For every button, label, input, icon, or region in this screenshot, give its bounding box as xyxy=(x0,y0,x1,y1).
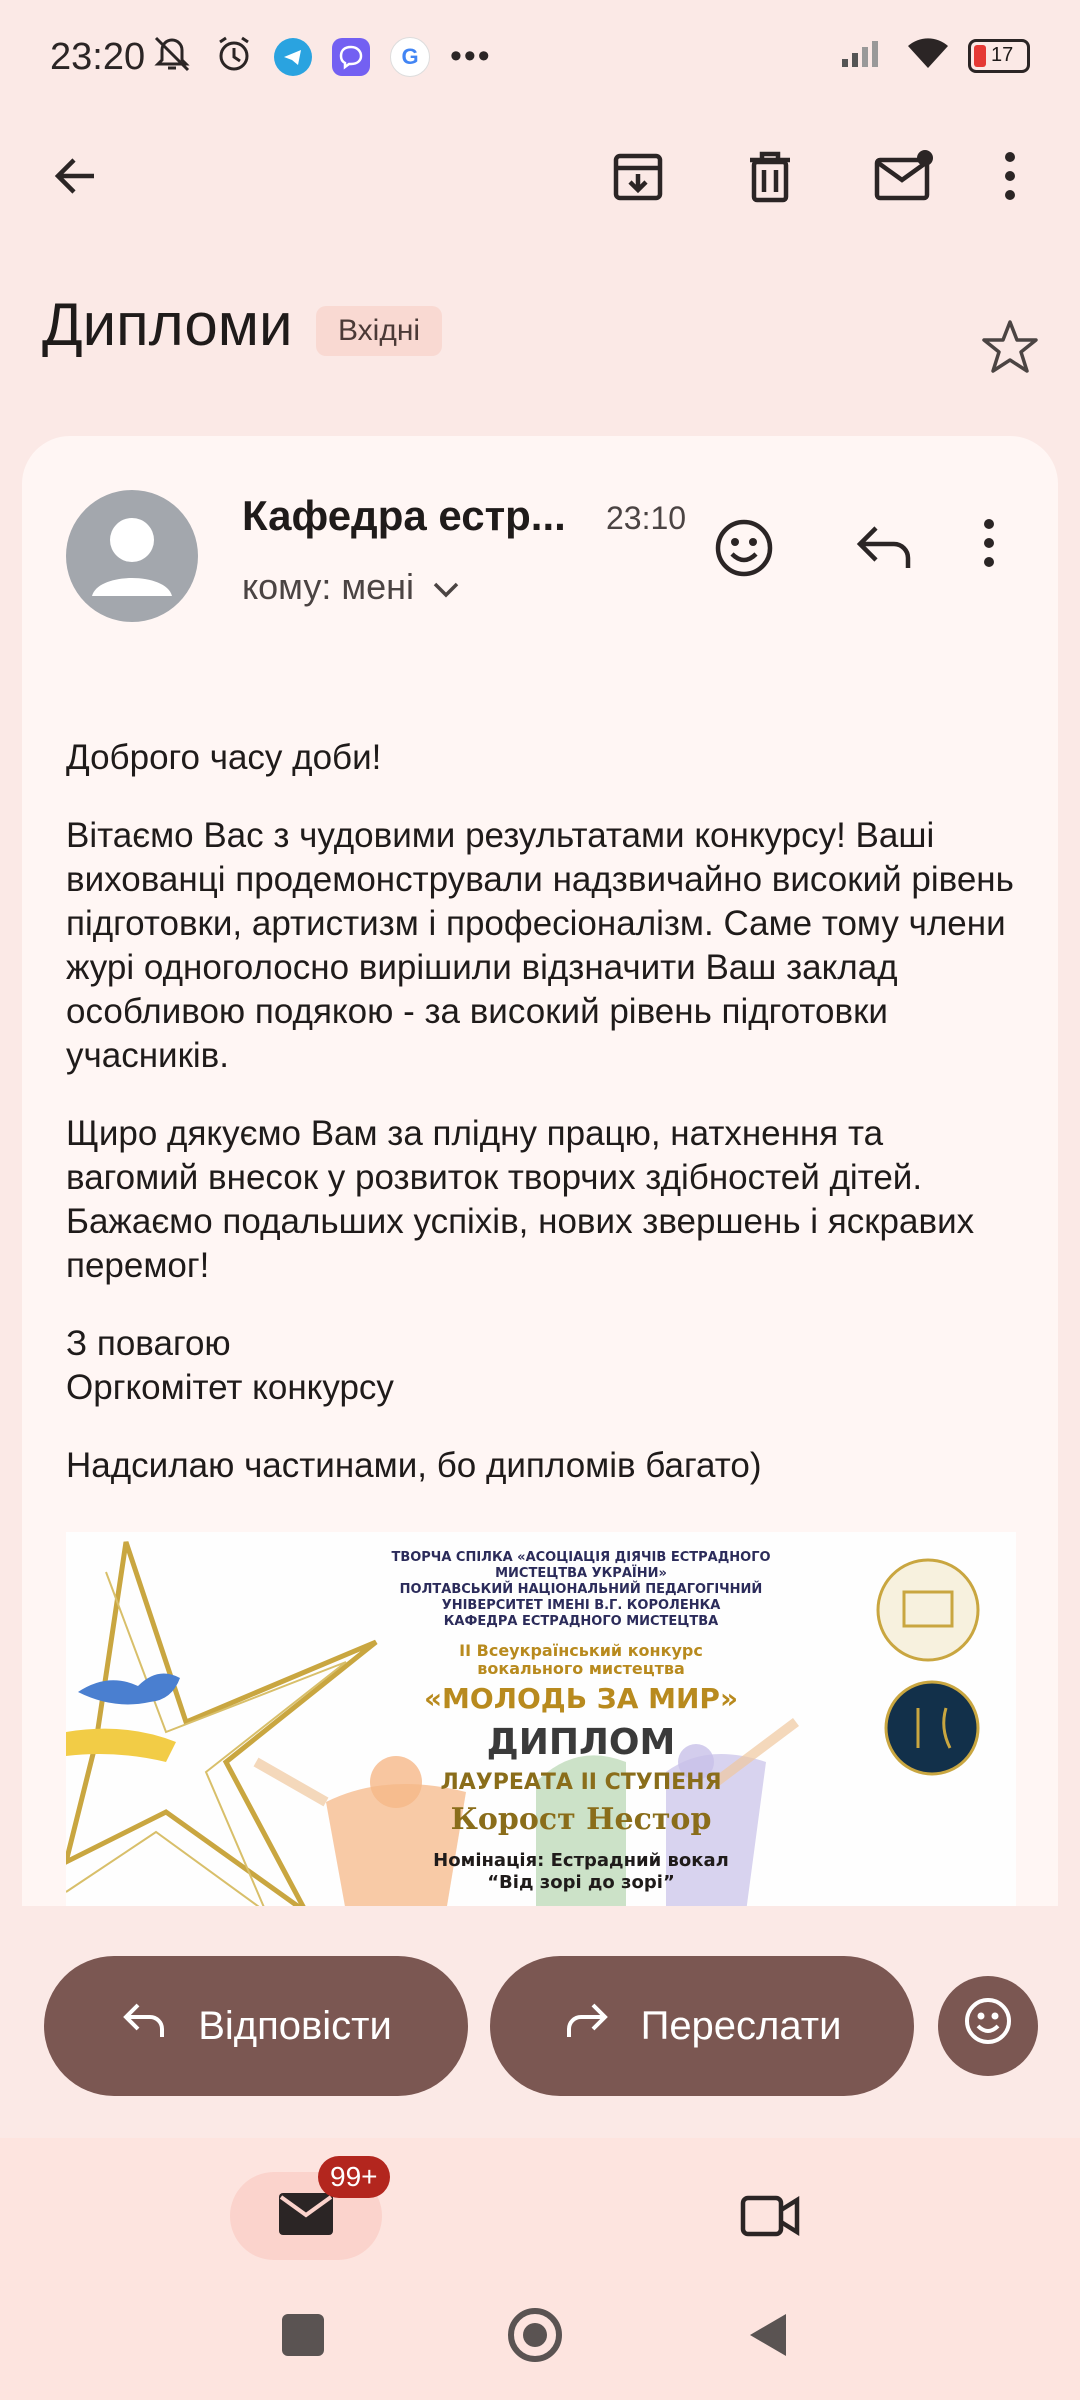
org-line: КАФЕДРА ЕСТРАДНОГО МИСТЕЦТВА xyxy=(443,1614,719,1629)
triangle-back-icon xyxy=(746,2347,790,2364)
diploma-title: ДИПЛОМ xyxy=(486,1722,676,1763)
body-paragraph: Вітаємо Вас з чудовими результатами конкурсу! Ваші вихованці продемонстрували надзвичайно високий рівень підготовки, артистизм і професіоналізм. Саме тому члени журі одноголосно вирішили відзначити Ваш заклад особливою подякою - за високий рівень підготовки учасників. xyxy=(66,816,1014,1075)
notification-icons xyxy=(150,34,492,79)
inbox-label-chip[interactable]: Вхідні xyxy=(316,306,442,356)
forward-icon xyxy=(563,1999,611,2053)
diploma-organizers xyxy=(316,1550,846,1630)
reply-icon xyxy=(120,1999,168,2053)
emoji-react-button[interactable] xyxy=(712,516,776,585)
back-button[interactable] xyxy=(36,138,116,218)
battery-level: 17 xyxy=(991,44,1014,66)
diploma-contest-name: «МОЛОДЬ ЗА МИР» xyxy=(423,1682,739,1715)
more-options-button[interactable] xyxy=(980,138,1040,218)
arrow-back-icon xyxy=(50,150,102,207)
org-line: УНІВЕРСИТЕТ ІМЕНІ В.Г. КОРОЛЕНКА xyxy=(441,1598,721,1613)
home-button[interactable] xyxy=(508,2308,562,2362)
mail-unread-icon xyxy=(873,148,935,209)
status-time: 23:20 xyxy=(50,36,146,78)
trash-icon xyxy=(744,148,796,209)
email-subject: Дипломи xyxy=(42,291,293,358)
mark-unread-button[interactable] xyxy=(864,138,944,218)
bottom-navigation xyxy=(0,2138,1080,2400)
recipient-line[interactable] xyxy=(242,566,460,608)
recents-button[interactable] xyxy=(282,2314,324,2356)
reply-button[interactable] xyxy=(44,1956,468,2096)
avatar[interactable] xyxy=(66,490,198,622)
emoji-react-button[interactable] xyxy=(938,1976,1038,2076)
org-line: МИСТЕЦТВА УКРАЇНИ» xyxy=(495,1566,667,1581)
google-icon: G xyxy=(390,37,430,77)
status-right xyxy=(840,36,1030,75)
emoji-smile-icon xyxy=(712,567,776,584)
archive-button[interactable] xyxy=(598,138,678,218)
body-paragraph: Надсилаю частинами, бо дипломів багато) xyxy=(66,1446,762,1485)
unread-count-badge: 99+ xyxy=(318,2156,390,2198)
wifi-icon xyxy=(906,36,950,75)
message-card xyxy=(22,436,1058,1906)
system-back-button[interactable] xyxy=(746,2310,790,2365)
meet-tab[interactable] xyxy=(730,2178,810,2258)
viber-icon xyxy=(332,38,370,76)
sender-name[interactable]: Кафедра естр... xyxy=(242,492,566,539)
body-paragraph: З повагою Оргкомітет конкурсу xyxy=(66,1324,394,1407)
battery-indicator xyxy=(968,39,1030,73)
contest-line: II Всеукраїнський конкурс xyxy=(459,1641,703,1660)
signal-icon xyxy=(840,37,888,74)
reply-icon-button[interactable] xyxy=(854,520,914,581)
alarm-icon xyxy=(214,34,254,79)
emoji-smile-icon xyxy=(962,1995,1014,2057)
diploma-recipient: Корост Нестор xyxy=(450,1802,712,1837)
org-line: ПОЛТАВСЬКИЙ НАЦІОНАЛЬНИЙ ПЕДАГОГІЧНИЙ xyxy=(399,1582,763,1597)
diploma-nomination-block xyxy=(316,1850,846,1894)
diploma-degree: ЛАУРЕАТА II СТУПЕНЯ xyxy=(440,1770,722,1795)
forward-label: Переслати xyxy=(640,2003,842,2048)
mail-icon xyxy=(277,2191,335,2242)
reply-label: Відповісти xyxy=(198,2003,392,2048)
chevron-down-icon xyxy=(432,566,460,608)
star-button[interactable] xyxy=(980,318,1040,381)
star-icon xyxy=(980,363,1040,380)
message-more-button[interactable] xyxy=(982,518,996,573)
recipient-text: кому: мені xyxy=(242,566,414,607)
video-camera-icon xyxy=(739,2192,801,2245)
body-paragraph: Доброго часу доби! xyxy=(66,738,382,777)
forward-button[interactable] xyxy=(490,1956,914,2096)
org-line: ТВОРЧА СПІЛКА «АСОЦІАЦІЯ ДІЯЧІВ ЕСТРАДНОГО xyxy=(391,1550,771,1565)
email-body xyxy=(66,736,1016,1522)
delete-button[interactable] xyxy=(730,138,810,218)
received-time: 23:10 xyxy=(606,500,687,536)
more-vert-icon xyxy=(1003,151,1017,206)
diploma-song: “Від зорі до зорі” xyxy=(487,1872,675,1893)
more-dots-icon: ••• xyxy=(450,37,492,75)
diploma-contest xyxy=(316,1642,846,1678)
telegram-icon xyxy=(274,38,312,76)
archive-icon xyxy=(610,148,666,209)
reply-icon xyxy=(854,563,914,580)
mute-icon xyxy=(150,34,194,79)
body-paragraph: Щиро дякуємо Вам за плідну працю, натхнення та вагомий внесок у розвиток творчих здібностей дітей. Бажаємо подальших успіхів, нових звершень і яскравих перемог! xyxy=(66,1114,975,1285)
contest-line: вокального мистецтва xyxy=(477,1659,685,1678)
diploma-image-attachment[interactable] xyxy=(66,1532,1016,1906)
diploma-nomination: Номінація: Естрадний вокал xyxy=(433,1850,729,1871)
more-vert-icon xyxy=(982,555,996,572)
